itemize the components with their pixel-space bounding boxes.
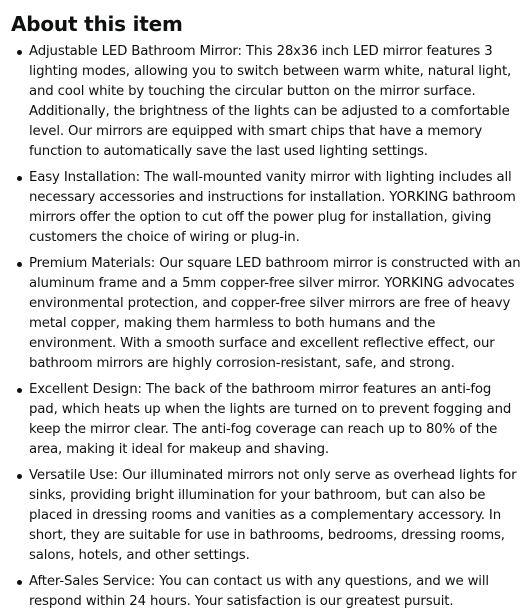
feature-bullet bbox=[11, 572, 523, 612]
feature-bullet-list bbox=[11, 42, 523, 612]
section-title: About this item bbox=[11, 12, 183, 36]
feature-bullet-text: After-Sales Service: You can contact us with any questions, and we will respond within 24 hours. Your satisfaction is our greatest pursuit. bbox=[29, 574, 489, 609]
feature-bullet bbox=[11, 254, 523, 374]
feature-bullet-text: Versatile Use: Our illuminated mirrors not only serve as overhead lights for sinks, providing bright illumination for your bathroom, but can also be placed in dressing rooms and vanities as a complementary accessory. In short, they are suitable for use in bathrooms, bedrooms, dressing rooms, salons, hotels, and other settings. bbox=[29, 468, 517, 563]
feature-bullet-text: Easy Installation: The wall-mounted vanity mirror with lighting includes all necessary accessories and instructions for installation. YORKING bathroom mirrors offer the option to cut off the power plug for installation, giving customers the choice of wiring or plug-in. bbox=[29, 170, 516, 245]
feature-bullet bbox=[11, 380, 523, 460]
feature-bullet bbox=[11, 466, 523, 566]
feature-bullet bbox=[11, 42, 523, 162]
feature-bullet-text: Excellent Design: The back of the bathroom mirror features an anti-fog pad, which heats up when the lights are turned on to prevent fogging and keep the mirror clear. The anti-fog coverage can reach up to 80% of the area, making it ideal for makeup and shaving. bbox=[29, 382, 512, 457]
feature-bullet bbox=[11, 168, 523, 248]
feature-bullet-text: Premium Materials: Our square LED bathroom mirror is constructed with an aluminum frame and a 5mm copper-free silver mirror. YORKING advocates environmental protection, and copper-free silver mirrors are free of heavy metal copper, making them harmless to both humans and the environment. With a smooth surface and excellent reflective effect, our bathroom mirrors are highly corrosion-resistant, safe, and strong. bbox=[29, 256, 521, 371]
feature-bullet-text: Adjustable LED Bathroom Mirror: This 28x36 inch LED mirror features 3 lighting modes, allowing you to switch between warm white, natural light, and cool white by touching the circular button on the mirror surface. Additionally, the brightness of the lights can be adjusted to a comfortable level. Our mirrors are equipped with smart chips that have a memory function to automatically save the last used lighting settings. bbox=[29, 44, 512, 159]
